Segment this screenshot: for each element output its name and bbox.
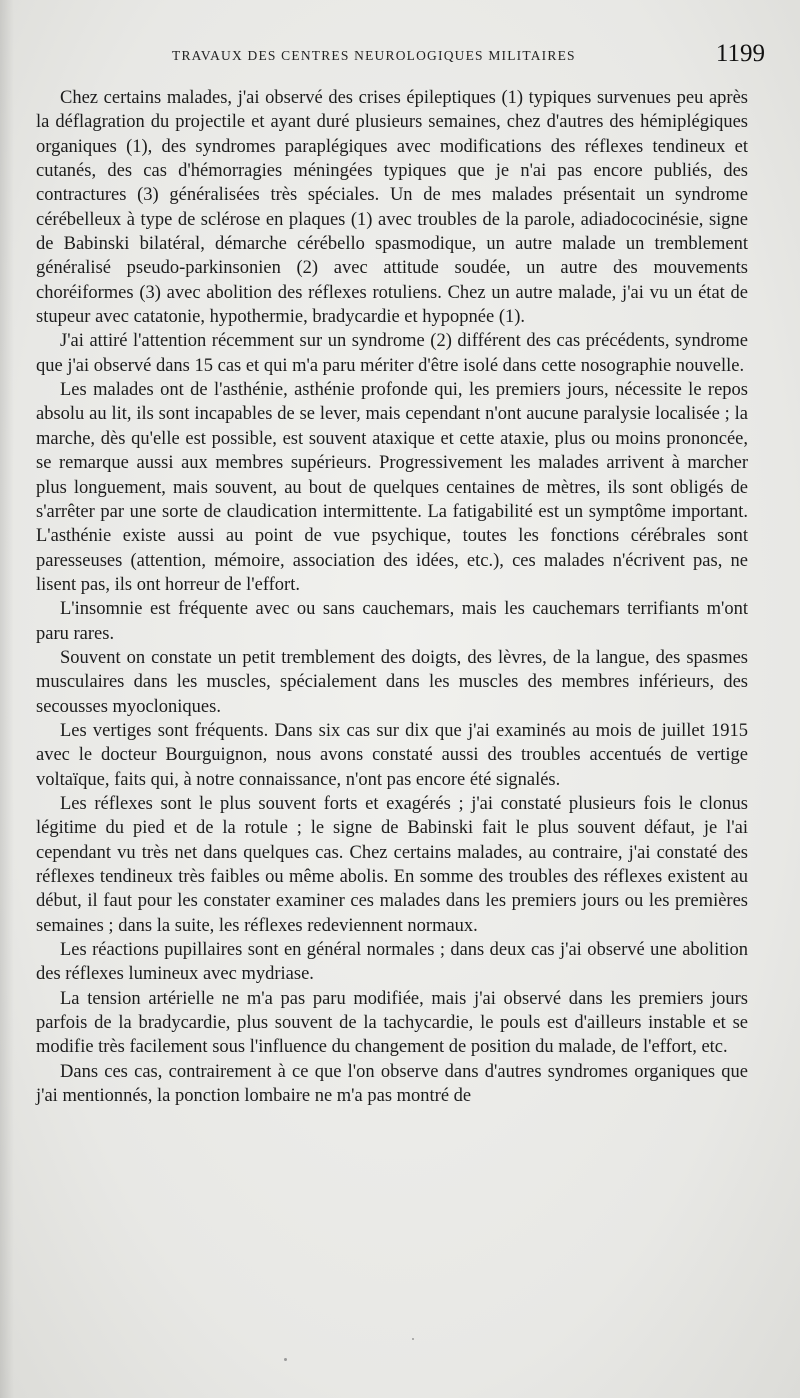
page-number: 1199 bbox=[715, 40, 765, 67]
paper-speck bbox=[284, 1358, 287, 1361]
paragraph-2: J'ai attiré l'attention récemment sur un syndrome (2) différent des cas précédents, syndrome que j'ai observé dans 15 cas et qui m'a paru mériter d'être isolé dans cette nosographie nouvelle. bbox=[36, 331, 748, 376]
paragraph-9: La tension artérielle ne m'a pas paru modifiée, mais j'ai observé dans les premiers jours parfois de la bradycardie, plus souvent de la tachycardie, le pouls est d'ailleurs instable et se modifie très facilement sous l'influence du changement de position du malade, de l'effort, etc. bbox=[36, 988, 748, 1058]
paragraph-6: Les vertiges sont fréquents. Dans six cas sur dix que j'ai examinés au mois de juillet 1915 avec le docteur Bourguignon, nous avons constaté aussi des troubles accentués de vertige voltaïque, faits qui, à notre connaissance, n'ont pas encore été signalés. bbox=[36, 720, 748, 790]
running-head: TRAVAUX DES CENTRES NEUROLOGIQUES MILITAIRES bbox=[172, 48, 576, 63]
paragraph-8: Les réactions pupillaires sont en général normales ; dans deux cas j'ai observé une abolition des réflexes lumineux avec mydriase. bbox=[36, 940, 748, 985]
paragraph-7: Les réflexes sont le plus souvent forts et exagérés ; j'ai constaté plusieurs fois le clonus légitime du pied et de la rotule ; le signe de Babinski fait le plus souvent défaut, je l'ai cependant vu très net dans quelques cas. Chez certains malades, au contraire, j'ai constaté des réflexes tendineux très faibles ou même abolis. En somme des troubles des réflexes existent au début, il faut pour les constater examiner ces malades dans les premiers jours ou les premières semaines ; dans la suite, les réflexes redeviennent normaux. bbox=[36, 793, 748, 936]
page-header bbox=[60, 40, 765, 68]
page-gutter-shadow bbox=[0, 0, 14, 1398]
body-text bbox=[36, 86, 748, 1108]
paragraph-3: Les malades ont de l'asthénie, asthénie profonde qui, les premiers jours, nécessite le repos absolu au lit, ils sont incapables de se lever, mais cependant n'ont aucune paralysie localisée ; la marche, dès qu'elle est possible, est souvent ataxique et cette ataxie, plus ou moins prononcée, se remarque aussi aux membres supérieurs. Progressivement les malades arrivent à marcher plus longuement, mais souvent, au bout de quelques centaines de mètres, ils sont obligés de s'arrêter par une sorte de claudication intermittente. La fatigabilité est un symptôme important. L'asthénie existe aussi au point de vue psychique, toutes les fonctions cérébrales sont paresseuses (attention, mémoire, association des idées, etc.), ces malades n'écrivent pas, ne lisent pas, ils ont horreur de l'effort. bbox=[36, 380, 748, 595]
paper-speck bbox=[412, 1338, 414, 1340]
paragraph-5: Souvent on constate un petit tremblement des doigts, des lèvres, de la langue, des spasmes musculaires dans les muscles, spécialement dans les muscles des membres inférieurs, des secousses myocloniques. bbox=[36, 647, 748, 717]
paragraph-1: Chez certains malades, j'ai observé des crises épileptiques (1) typiques survenues peu après la déflagration du projectile et ayant duré plusieurs semaines, chez d'autres des hémiplégiques organiques (1), des syndromes paraplégiques avec modifications des réflexes tendineux et cutanés, des cas d'hémorragies méningées typiques que je n'ai pas encore publiés, des contractures (3) généralisées très spéciales. Un de mes malades présentait un syndrome cérébelleux à type de sclérose en plaques (1) avec troubles de la parole, adiadococinésie, signe de Babinski bilatéral, démarche cérébello spasmodique, un autre malade un tremblement généralisé pseudo-parkinsonien (2) avec attitude soudée, un autre des mouvements choréiformes (3) avec abolition des réflexes rotuliens. Chez un autre malade, j'ai vu un état de stupeur avec catatonie, hypothermie, bradycardie et hypopnée (1). bbox=[36, 88, 748, 328]
paragraph-10: Dans ces cas, contrairement à ce que l'on observe dans d'autres syndromes organiques que j'ai mentionnés, la ponction lombaire ne m'a pas montré de bbox=[36, 1061, 748, 1107]
paragraph-4: L'insomnie est fréquente avec ou sans cauchemars, mais les cauchemars terrifiants m'ont paru rares. bbox=[36, 599, 748, 644]
